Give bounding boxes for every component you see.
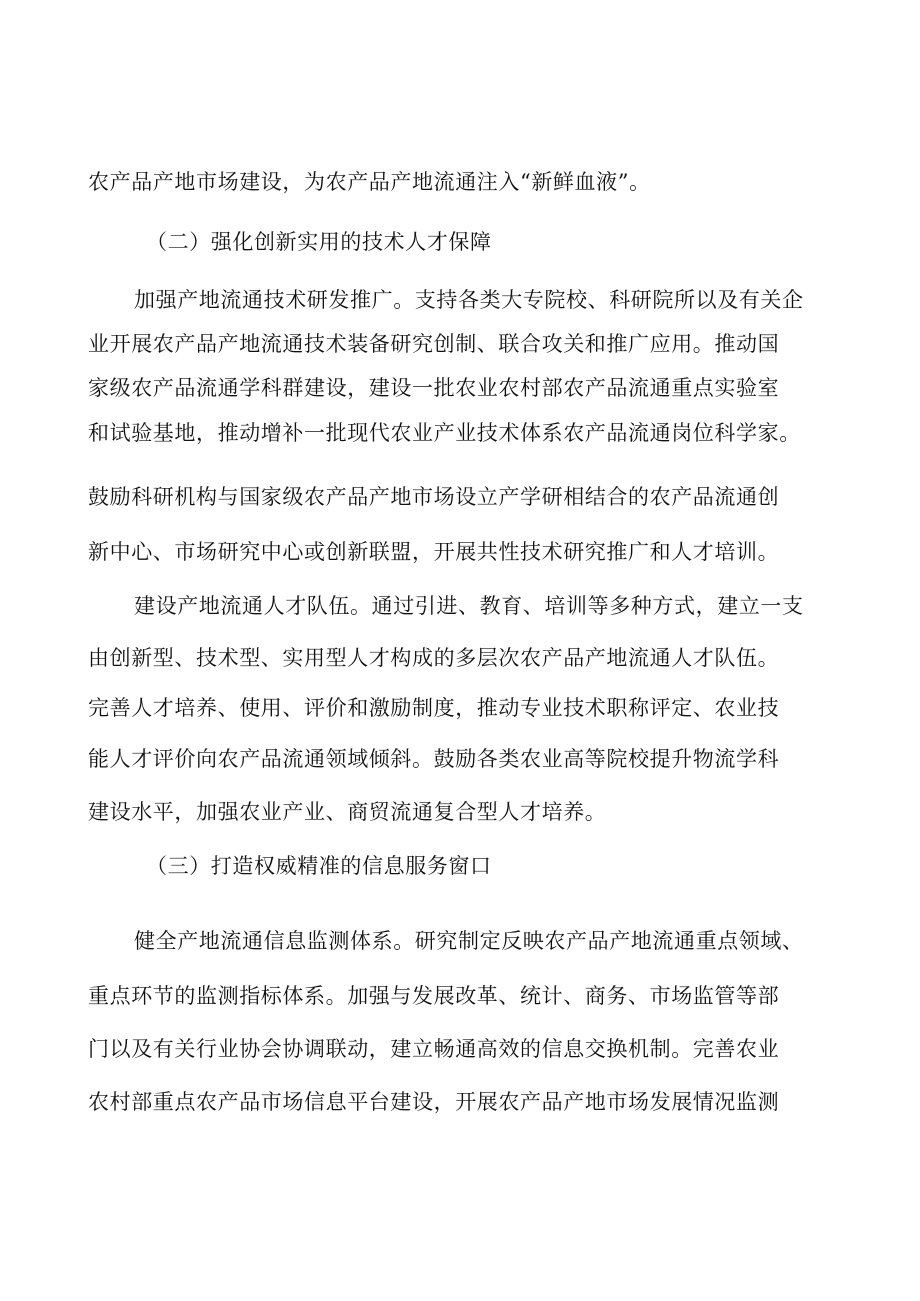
paragraph-line: 门以及有关行业协会协调联动，建立畅通高效的信息交换机制。完善农业 [88, 1037, 780, 1061]
paragraph-line: 新中心、市场研究中心或创新联盟，开展共性技术研究推广和人才培训。 [88, 540, 780, 564]
paragraph-line: 由创新型、技术型、实用型人才构成的多层次农产品产地流通人才队伍。 [88, 646, 780, 670]
paragraph-line: 完善人才培养、使用、评价和激励制度，推动专业技术职称评定、农业技 [88, 696, 780, 720]
paragraph-line: 能人才评价向农产品流通领域倾斜。鼓励各类农业高等院校提升物流学科 [88, 747, 780, 771]
section-heading: （三）打造权威精准的信息服务窗口 [146, 854, 492, 878]
paragraph-line: 加强产地流通技术研发推广。支持各类大专院校、科研院所以及有关企 [134, 288, 804, 312]
section-heading: （二）强化创新实用的技术人才保障 [146, 230, 492, 254]
paragraph-line: 家级农产品流通学科群建设，建设一批农业农村部农产品流通重点实验室 [88, 376, 780, 400]
paragraph-line: 业开展农产品产地流通技术装备研究创制、联合攻关和推广应用。推动国 [88, 332, 780, 356]
paragraph-line: 和试验基地，推动增补一批现代农业产业技术体系农产品流通岗位科学家。 [88, 421, 801, 445]
paragraph-line: 建设产地流通人才队伍。通过引进、教育、培训等多种方式，建立一支 [134, 594, 804, 618]
paragraph-line: 建设水平，加强农业产业、商贸流通复合型人才培养。 [88, 800, 607, 824]
paragraph-line: 重点环节的监测指标体系。加强与发展改革、统计、商务、市场监管等部 [88, 984, 780, 1008]
paragraph-line: 鼓励科研机构与国家级农产品产地市场设立产学研相结合的农产品流通创 [88, 485, 780, 509]
paragraph-line: 健全产地流通信息监测体系。研究制定反映农产品产地流通重点领域、 [134, 929, 804, 953]
paragraph-line: 农产品产地市场建设，为农产品产地流通注入“新鲜血液”。 [88, 170, 651, 194]
paragraph-line: 农村部重点农产品市场信息平台建设，开展农产品产地市场发展情况监测 [88, 1090, 780, 1114]
